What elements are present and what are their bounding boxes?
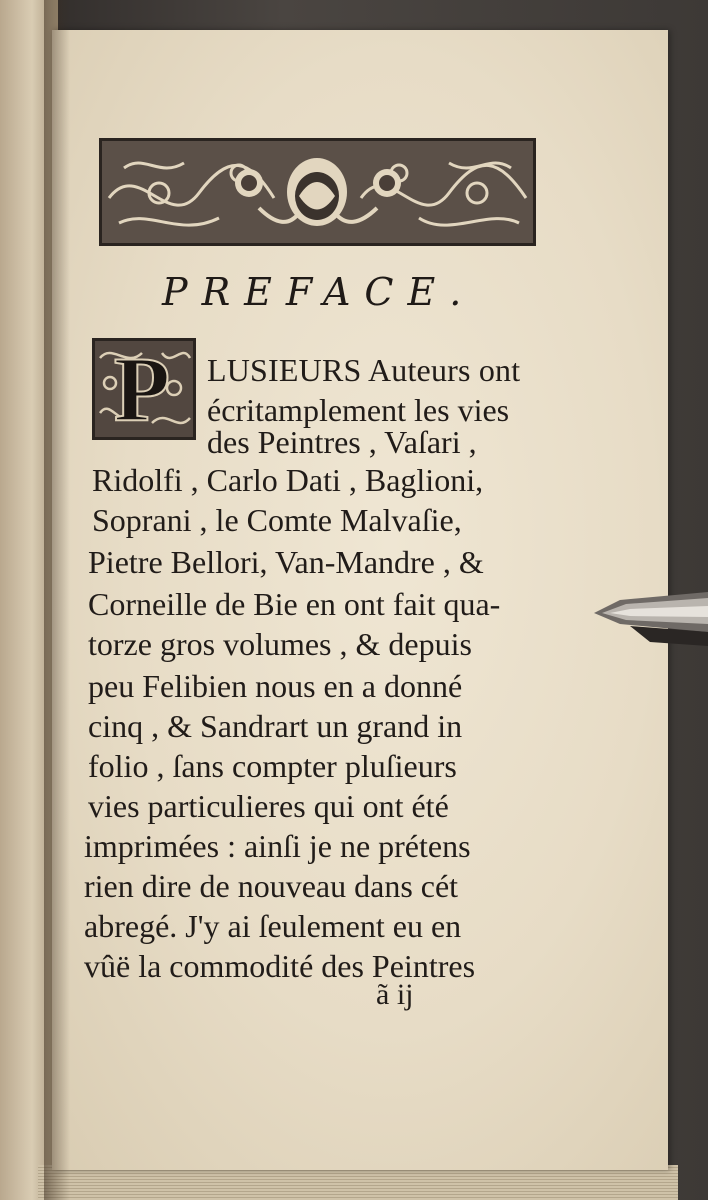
text-line: abregé. J'y ai ſeulement eu en — [84, 908, 462, 944]
text-line: peu Felibien nous en a donné — [88, 668, 463, 704]
page-block-edge — [38, 1165, 678, 1200]
drop-cap-ornament — [92, 338, 196, 440]
text-line: vûë la commodité des Peintres — [84, 948, 476, 984]
spine-shadow — [44, 0, 70, 1200]
text-line: folio , ſans compter pluſieurs — [88, 748, 457, 784]
drop-cap-letter: P — [113, 338, 171, 440]
text-line: Ridolfi , Carlo Dati , Baglioni, — [92, 462, 484, 498]
text-line: des Peintres , Vaſari , — [207, 424, 477, 460]
text-line: imprimées : ainſi je ne prétens — [84, 828, 471, 864]
text-line: Soprani , le Comte Malvaſie, — [92, 502, 462, 538]
text-line: LUSIEURS Auteurs ont — [207, 352, 521, 388]
text-line: écritamplement les vies — [207, 392, 510, 428]
page-title: PREFACE. — [162, 270, 476, 314]
text-line: cinq , & Sandrart un grand in — [88, 708, 463, 744]
ornamental-headpiece-icon — [99, 138, 536, 246]
text-line: torze gros volumes , & depuis — [88, 626, 472, 662]
text-line: rien dire de nouveau dans cét — [84, 868, 459, 904]
text-line: vies particulieres qui ont été — [88, 788, 449, 824]
metal-pointer-icon — [590, 580, 708, 650]
text-line: Corneille de Bie en ont fait qua- — [88, 586, 501, 622]
signature-mark: ã ij — [376, 978, 414, 1011]
text-line: Pietre Bellori, Van-Mandre , & — [88, 544, 484, 580]
